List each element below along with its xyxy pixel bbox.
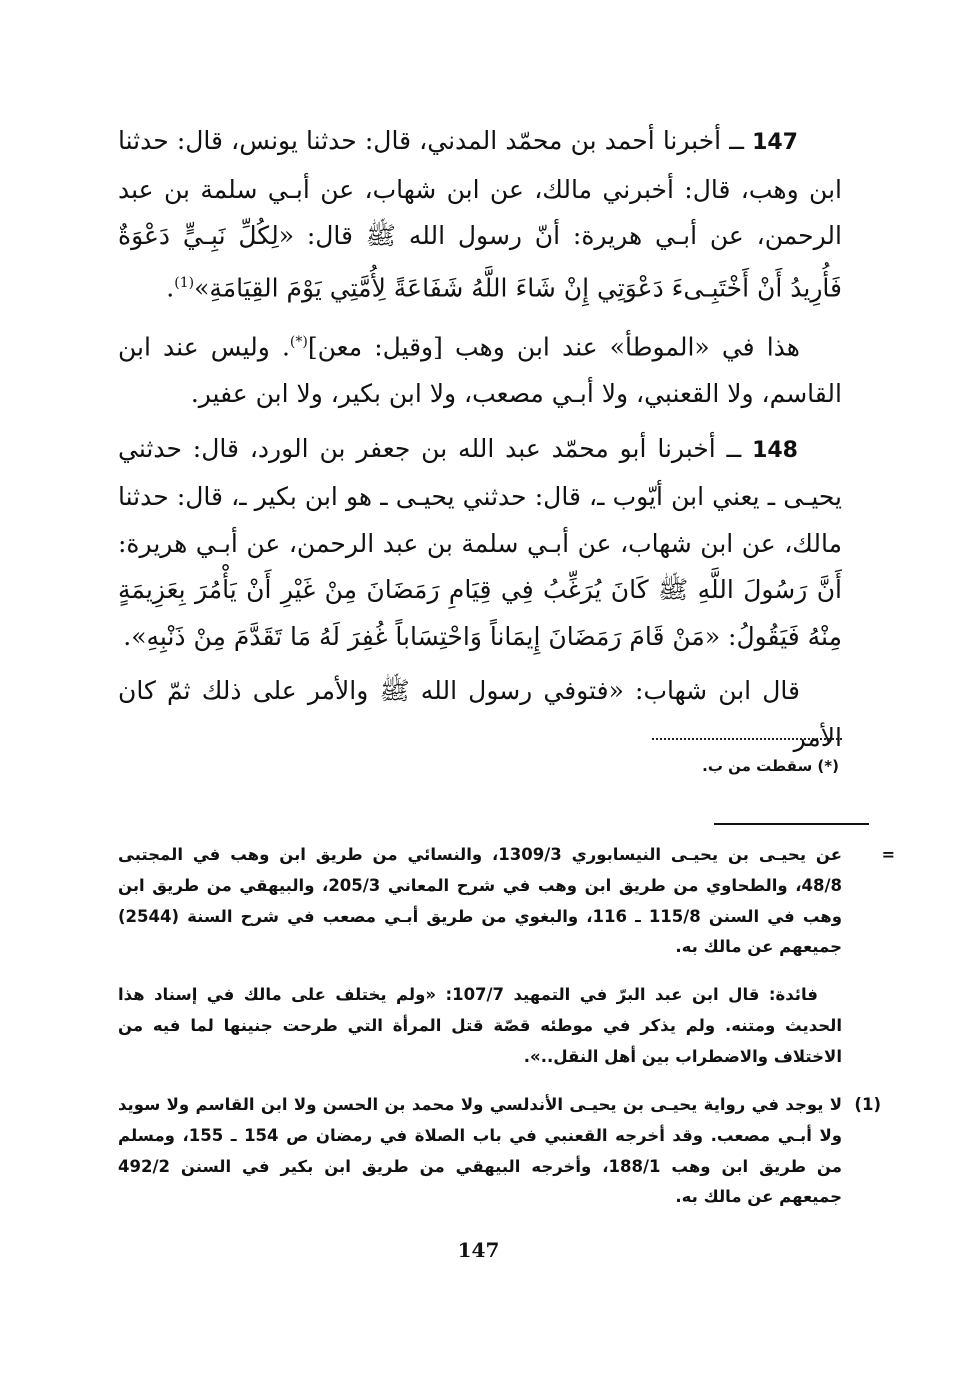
- footnote-continuation: عن يحيـى بن يحيـى النيسابوري 1309/3، والنسائي من طريق ابن وهب في المجتبى 48/8، والطحاوي من طريق ابن وهب في شرح المعاني 205/3، والبيهقي من طريق ابن وهب في السنن 115/8 ـ 116، والبغوي من طريق أبـي مصعب في شرح السنة (2544) جميعهم عن مالك به.: [118, 845, 842, 957]
- footnote-ref-1: (1): [174, 274, 195, 291]
- hadith-148-text: ــ أخبرنا أبو محمّد عبد الله بن جعفر بن الورد، قال: حدثني يحيـى ـ يعني ابن أيّوب ـ، قال: حدثني يحيـى ـ هو ابن بكير ـ، قال: حدثنا مالك، عن ابن شهاب، عن أبـي سلمة بن عبد الرحمن، عن أبـي هريرة: أَنَّ رَسُولَ اللَّهِ ﷺ كَانَ يُرَغِّبُ فِي قِيَامِ رَمَضَانَ مِنْ غَيْرِ أَنْ يَأْمُرَ بِعَزِيمَةٍ مِنْهُ فَيَقُولُ: «مَنْ قَامَ رَمَضَانَ إِيمَاناً وَاحْتِسَاباً غُفِرَ لَهُ مَا تَقَدَّمَ مِنْ ذَنْبِهِ».: [118, 433, 842, 651]
- footnote-ref-star: (*): [289, 334, 308, 351]
- footnote-continuation-mark: =: [881, 845, 895, 864]
- footnote-separator-line: [714, 823, 869, 825]
- muwatta-note: [118, 319, 842, 417]
- ibn-shihab-paragraph: [118, 668, 842, 761]
- page-number: 147: [457, 1238, 500, 1262]
- muwatta-note-rest: . وليس عند ابن القاسم، ولا القعنبي، ولا أبـي مصعب، ولا ابن بكير، ولا ابن عفير.: [118, 332, 842, 409]
- dotted-separator: [652, 728, 842, 740]
- hadith-147-text: ــ أخبرنا أحمد بن محمّد المدني، قال: حدثنا يونس، قال: حدثنا ابن وهب، قال: أخبرني مالك، عن ابن شهاب، عن أبـي سلمة بن عبد الرحمن، عن أبـي هريرة: أنّ رسول الله ﷺ قال: «لِكُلِّ نَبِـيٍّ دَعْوَةٌ فَأُرِيدُ أَنْ أَخْتَبِـىءَ دَعْوَتِي إِنْ شَاءَ اللَّهُ شَفَاعَةً لِأُمَّتِي يَوْمَ القِيَامَةِ»: [118, 126, 842, 302]
- star-note: (*) سقطت من ب.: [702, 757, 839, 775]
- muwatta-note-text: هذا في «الموطأ» عند ابن وهب [وقيل: معن]: [307, 332, 800, 362]
- hadith-number-148: 148: [752, 437, 798, 463]
- footnote-1-marker: (1): [854, 1095, 881, 1114]
- hadith-147: [118, 118, 842, 311]
- hadith-148: [118, 426, 842, 661]
- ibn-shihab-text: قال ابن شهاب: «فتوفي رسول الله ﷺ والأمر على ذلك ثمّ كان الأمر: [118, 676, 842, 752]
- footnote-1: لا يوجد في رواية يحيـى بن يحيـى الأندلسي ولا محمد بن الحسن ولا ابن القاسم ولا سويد ولا أبـي مصعب. وقد أخرجه القعنبي في باب الصلاة في رمضان ص 154 ـ 155، ومسلم من طريق ابن وهب 188/1، وأخرجه البيهقي من طريق ابن بكير في السنن 492/2 جميعهم عن مالك به.: [118, 1095, 843, 1207]
- main-text: [118, 118, 842, 769]
- footnote-faida: فائدة: قال ابن عبد البرّ في التمهيد 107/7: «ولم يختلف على مالك في إسناد هذا الحديث ومتنه. ولم يذكر في موطئه قصّة قتل المرأة التي طرحت جنينها لما فيه من الاختلاف والاضطراب بين أهل النقل..».: [118, 985, 842, 1066]
- hadith-147-end: .: [166, 272, 175, 302]
- hadith-number-147: 147: [752, 130, 798, 155]
